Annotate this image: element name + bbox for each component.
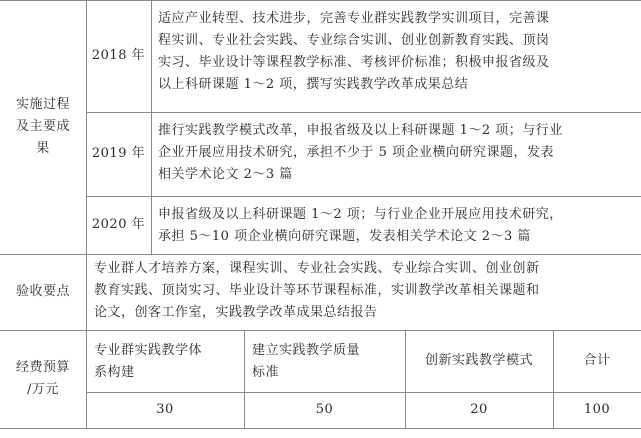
plan-line: 适应产业转型、技术进步，完善专业群实践教学实训项目，完善课 <box>158 11 550 26</box>
plan-line: 企业开展应用技术研究，承担不少于 5 项企业横向研究课题，发表 <box>158 145 555 160</box>
budget-header-line: 系构建 <box>94 365 135 380</box>
plan-line: 实习、毕业设计等课程教学标准、考核评价标准；积极申报省级及 <box>158 55 550 70</box>
process-label-line: 及主要成 <box>15 119 70 134</box>
budget-label-line: 经费预算 <box>15 360 70 375</box>
year-2020: 2020 年 <box>91 217 146 232</box>
budget-header-standard <box>252 340 402 384</box>
rule-2018-2019 <box>86 112 641 113</box>
acceptance-line: 论文，创客工作室，实践教学改革成果总结报告 <box>94 305 378 320</box>
rule-year-column <box>151 0 152 254</box>
year-2019: 2019 年 <box>91 146 146 161</box>
budget-header-system <box>94 340 242 384</box>
year-2018: 2018 年 <box>91 48 146 63</box>
budget-value-total: 100 <box>583 402 611 417</box>
rule-process-bottom <box>0 254 641 255</box>
plan-line: 申报省级及以上科研课题 1～2 项；与行业企业开展应用技术研究， <box>158 207 563 222</box>
acceptance-label: 验收要点 <box>15 284 70 299</box>
budget-value-model: 20 <box>470 402 488 417</box>
plan-2019 <box>158 120 636 186</box>
budget-value-system: 30 <box>156 402 174 417</box>
process-label <box>0 0 86 254</box>
budget-header-line: 建立实践教学质量 <box>252 343 361 358</box>
acceptance-line: 教育实践、顶岗实习、毕业设计等环节课程标准，实训教学改革相关课题和 <box>94 283 540 298</box>
plan-2020 <box>158 204 636 248</box>
budget-header-line: 标准 <box>252 365 280 380</box>
budget-header-line: 专业群实践教学体 <box>94 343 203 358</box>
budget-value-standard: 50 <box>315 402 334 417</box>
budget-label-line: /万元 <box>27 382 59 397</box>
plan-2018 <box>158 8 636 96</box>
plan-line: 程实训、专业社会实践、专业综合实训、创业创新教育实践、顶岗 <box>158 33 550 48</box>
budget-header-model: 创新实践教学模式 <box>424 353 533 368</box>
rule-bottom <box>0 428 641 429</box>
acceptance-line: 专业群人才培养方案，课程实训、专业社会实践、专业综合实训、创业创新 <box>94 261 540 276</box>
acceptance-content <box>94 258 636 324</box>
process-label-line: 实施过程 <box>15 97 70 112</box>
plan-line: 推行实践教学模式改革，申报省级及以上科研课题 1～2 项；与行业 <box>158 123 563 138</box>
process-label-line: 果 <box>36 141 50 156</box>
budget-label <box>0 330 86 428</box>
plan-line: 相关学术论文 2～3 篇 <box>158 167 293 182</box>
plan-line: 承担 5～10 项企业横向研究课题，发表相关学术论文 2～3 篇 <box>158 229 531 244</box>
rule-2019-2020 <box>86 196 641 197</box>
plan-line: 以上科研课题 1～2 项，撰写实践教学改革成果总结 <box>158 77 469 92</box>
budget-header-total: 合计 <box>583 353 611 368</box>
